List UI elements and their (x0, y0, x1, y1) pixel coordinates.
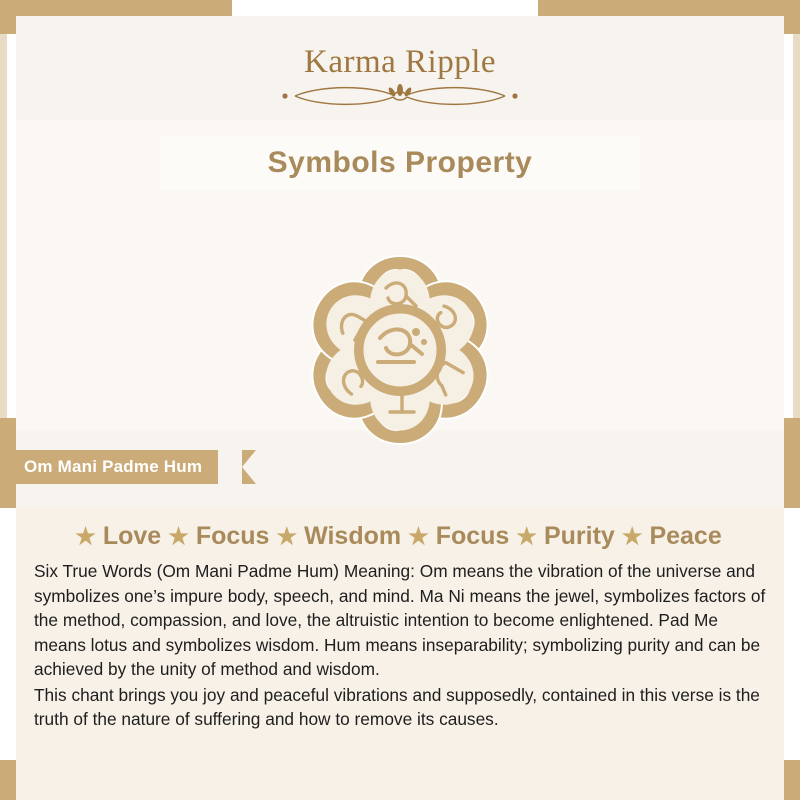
keyword-peace: Peace (649, 522, 722, 550)
paragraph-chant: This chant brings you joy and peaceful vibrations and supposedly, contained in this verse is the truth of the nature of suffering and how to remove its causes. (34, 684, 760, 730)
star-icon: ★ (408, 523, 429, 549)
mandala-graphic (245, 210, 555, 490)
brand-name: Karma Ripple (303, 44, 497, 80)
frame-corner-top-right-vertical (784, 0, 800, 34)
body-text (34, 559, 766, 732)
frame-corner-top-left-vertical (0, 0, 16, 34)
frame-corner-bottom-left (0, 760, 16, 800)
title-banner (160, 136, 640, 190)
description-section (16, 506, 784, 800)
frame-corner-top-right-horizontal (538, 0, 800, 16)
keyword-love: Love (102, 522, 162, 550)
star-icon: ★ (276, 523, 298, 549)
page-title: Symbols Property (267, 146, 533, 179)
keyword-wisdom: Wisdom (304, 522, 402, 550)
keyword-focus-1: Focus (195, 522, 270, 550)
ribbon-notch (242, 450, 256, 484)
keyword-row (34, 522, 766, 551)
keyword-purity: Purity (543, 522, 615, 550)
star-icon: ★ (621, 523, 643, 549)
star-icon: ★ (168, 523, 189, 549)
star-icon: ★ (516, 523, 537, 549)
brand-logo (0, 44, 800, 109)
om-mani-padme-hum-lotus-mandala-icon (245, 210, 555, 490)
frame-edge-middle-right (784, 418, 800, 508)
lotus-infinity-flourish-icon (275, 83, 525, 109)
ribbon-label (0, 450, 218, 484)
star-icon: ★ (75, 523, 96, 549)
ribbon-label-text: Om Mani Padme Hum (24, 457, 203, 476)
paragraph-meaning: Six True Words (Om Mani Padme Hum) Meaning: Om means the vibration of the universe and symbolizes one’s impure body, speech, and mind. Ma Ni means the jewel, symbolizes factors of the method, compassion, and love, the altruistic intention to become enlightened. Pad Me means lotus and symbolizes wisdom. Hum means inseparability; symbolizing purity and can be achieved by the unity of method and wisdom. (34, 561, 766, 680)
frame-corner-bottom-right (784, 760, 800, 800)
keyword-focus-2: Focus (435, 522, 510, 550)
frame-corner-top-left-horizontal (0, 0, 232, 16)
